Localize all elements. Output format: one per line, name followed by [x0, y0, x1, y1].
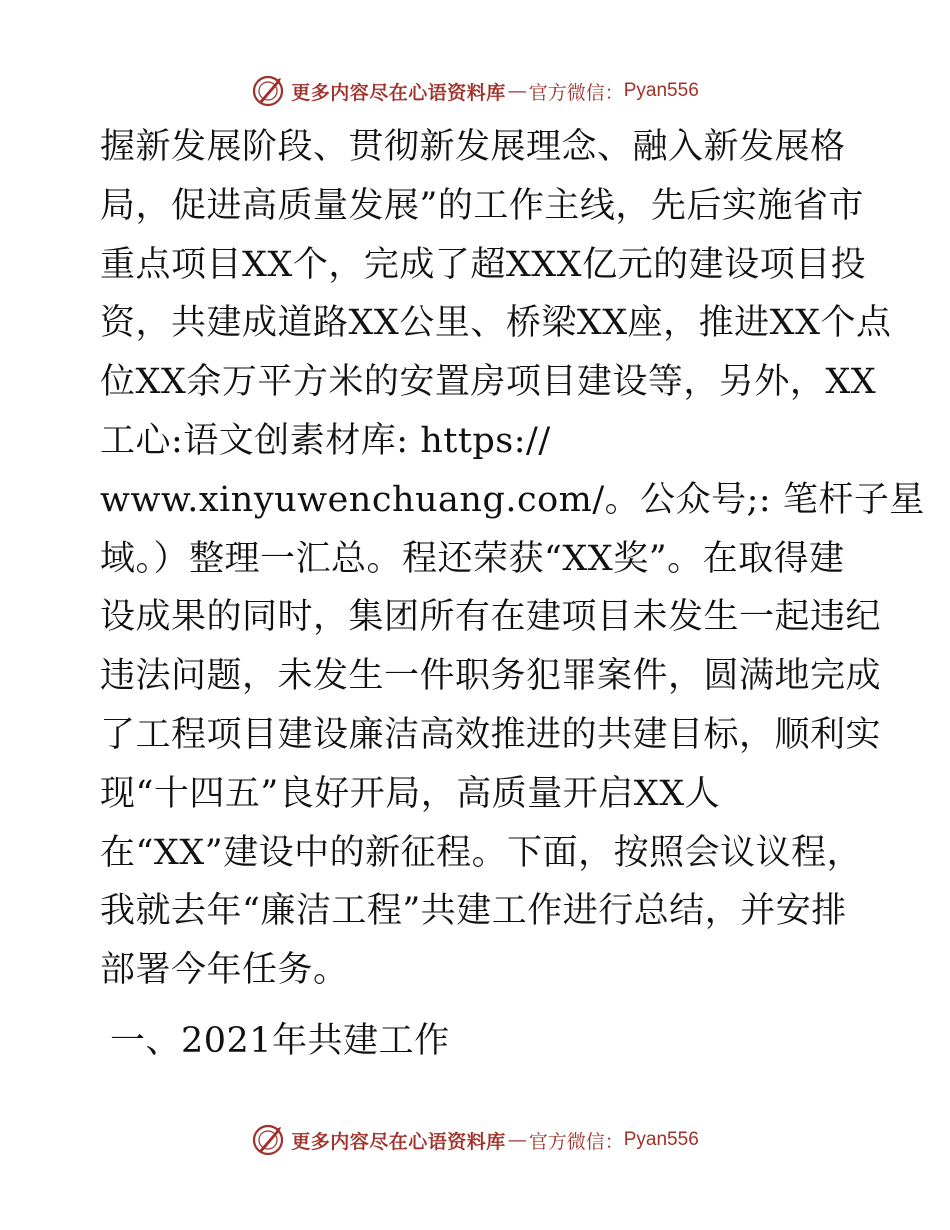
body-line: 域。）整理一汇总。程还荣获“XX奖”。在取得建 [100, 538, 845, 579]
quill-pen-seal-icon [251, 74, 285, 108]
body-line: 了工程项目建设廉洁高效推进的共建目标，顺利实 [100, 714, 882, 755]
footer-banner [0, 1120, 950, 1160]
body-line: 资，共建成道路XX公里、桥梁XX座，推进XX个点 [100, 303, 892, 344]
document-body [100, 118, 925, 1000]
body-line: 设成果的同时，集团所有在建项目未发生一起违纪 [100, 597, 882, 638]
banner-contact-id: Pyan556 [623, 1129, 699, 1150]
banner-slogan: 更多内容尽在心语资料库 [291, 81, 506, 104]
banner-contact-id: Pyan556 [623, 80, 699, 101]
banner-contact-label: 官方微信： [528, 1130, 624, 1153]
body-line: 我就去年“廉洁工程”共建工作进行总结，并安排 [100, 891, 847, 932]
body-line: 违法问题，未发生一件职务犯罪案件，圆满地完成 [100, 656, 882, 697]
body-line: 工心:语文创素材库: https:// [100, 420, 551, 461]
body-line: 部署今年任务。 [100, 950, 349, 991]
body-line: 局，促进高质量发展”的工作主线，先后实施省市 [100, 185, 864, 226]
body-line: www.xinyuwenchuang.com/。公众号;: 笔杆子星 [100, 479, 925, 520]
quill-pen-seal-icon [251, 1123, 285, 1157]
body-line: 握新发展阶段、贯彻新发展理念、融入新发展格 [100, 127, 846, 167]
section-heading: 一、2021年共建工作 [110, 1021, 450, 1061]
banner-slogan: 更多内容尽在心语资料库 [291, 1130, 506, 1153]
body-line: 在“XX”建设中的新征程。下面，按照会议议程， [100, 832, 863, 873]
banner-dash: — [507, 80, 527, 102]
banner-dash: — [507, 1129, 527, 1151]
body-line: 现“十四五”良好开局，高质量开启XX人 [100, 773, 721, 814]
header-banner [0, 71, 950, 111]
body-line: 重点项目XX个，完成了超XXX亿元的建设项目投 [100, 244, 867, 285]
body-line: 位XX余万平方米的安置房项目建设等，另外，XX [100, 362, 877, 403]
banner-contact-label: 官方微信： [528, 81, 624, 104]
